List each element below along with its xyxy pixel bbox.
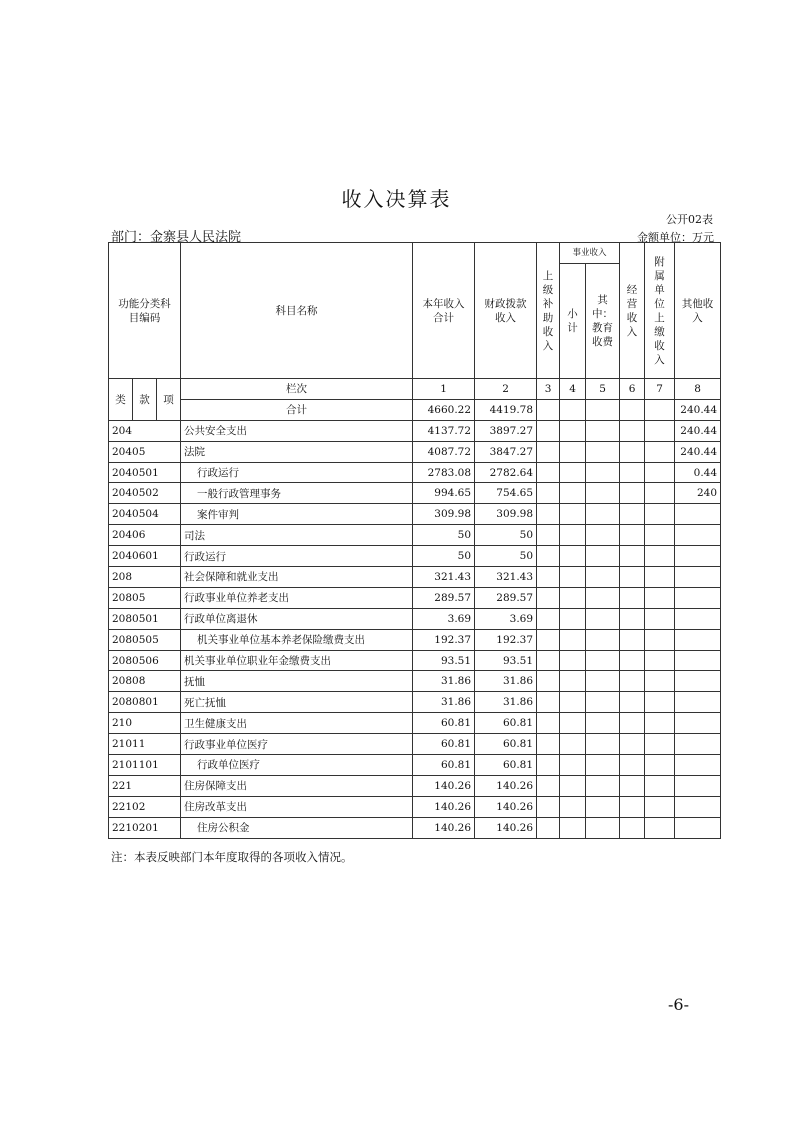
row-fiscal: 3.69 bbox=[475, 608, 537, 629]
table-row bbox=[109, 734, 721, 755]
row-total: 192.37 bbox=[413, 629, 475, 650]
income-table bbox=[108, 242, 721, 839]
row-name: 抚恤 bbox=[181, 671, 413, 692]
department-label: 部门：金寨县人民法院 bbox=[111, 230, 242, 245]
row-other: 240.44 bbox=[675, 420, 721, 441]
table-row bbox=[109, 713, 721, 734]
page-number: -6- bbox=[668, 995, 689, 1014]
row-fiscal: 140.26 bbox=[475, 817, 537, 838]
table-row bbox=[109, 462, 721, 483]
row-other bbox=[675, 504, 721, 525]
total-row bbox=[109, 399, 721, 420]
row-fiscal: 140.26 bbox=[475, 775, 537, 796]
header-superior-subsidy-text: 上级补助收入 bbox=[542, 269, 554, 352]
row-name: 行政运行 bbox=[181, 462, 413, 483]
row-total: 60.81 bbox=[413, 734, 475, 755]
header-edu-fee-2: 中： bbox=[592, 308, 614, 320]
total-label: 合计 bbox=[181, 399, 413, 420]
header-other-line2: 入 bbox=[692, 311, 703, 324]
col-num-8: 8 bbox=[675, 379, 721, 400]
table-row bbox=[109, 504, 721, 525]
row-name: 机关事业单位职业年金缴费支出 bbox=[181, 650, 413, 671]
row-other bbox=[675, 692, 721, 713]
table-row bbox=[109, 671, 721, 692]
row-other: 240 bbox=[675, 483, 721, 504]
header-fiscal bbox=[475, 243, 537, 379]
row-other bbox=[675, 546, 721, 567]
row-code: 2040502 bbox=[109, 483, 181, 504]
row-name: 案件审判 bbox=[181, 504, 413, 525]
row-fiscal: 60.81 bbox=[475, 755, 537, 776]
row-total: 2783.08 bbox=[413, 462, 475, 483]
row-total: 140.26 bbox=[413, 775, 475, 796]
header-operating bbox=[620, 243, 645, 379]
table-row bbox=[109, 692, 721, 713]
row-other bbox=[675, 671, 721, 692]
header-xiang: 项 bbox=[157, 379, 181, 421]
table-row bbox=[109, 755, 721, 776]
table-row bbox=[109, 796, 721, 817]
row-code: 2080501 bbox=[109, 608, 181, 629]
table-row bbox=[109, 441, 721, 462]
header-edu-fee bbox=[586, 264, 620, 379]
header-total-income-line2: 合计 bbox=[433, 311, 455, 324]
row-code: 2040504 bbox=[109, 504, 181, 525]
header-affiliated-text: 附属单位上缴收入 bbox=[654, 255, 665, 366]
header-edu-fee-4: 收费 bbox=[592, 336, 614, 348]
row-fiscal: 50 bbox=[475, 546, 537, 567]
row-code: 20805 bbox=[109, 587, 181, 608]
table-row bbox=[109, 817, 721, 838]
col-num-6: 6 bbox=[620, 379, 645, 400]
row-code: 2210201 bbox=[109, 817, 181, 838]
row-name: 死亡抚恤 bbox=[181, 692, 413, 713]
row-code: 221 bbox=[109, 775, 181, 796]
table-row bbox=[109, 525, 721, 546]
total-other-value: 240.44 bbox=[675, 399, 721, 420]
header-fiscal-line1: 财政拨款 bbox=[484, 297, 527, 310]
row-name: 一般行政管理事务 bbox=[181, 483, 413, 504]
header-business-income: 事业收入 bbox=[560, 243, 620, 264]
row-fiscal: 50 bbox=[475, 525, 537, 546]
row-fiscal: 31.86 bbox=[475, 692, 537, 713]
header-lei: 类 bbox=[109, 379, 133, 421]
row-code: 2101101 bbox=[109, 755, 181, 776]
row-code: 21011 bbox=[109, 734, 181, 755]
row-total: 60.81 bbox=[413, 713, 475, 734]
table-row bbox=[109, 775, 721, 796]
row-total: 31.86 bbox=[413, 671, 475, 692]
row-total: 140.26 bbox=[413, 796, 475, 817]
row-code: 20406 bbox=[109, 525, 181, 546]
row-other bbox=[675, 796, 721, 817]
row-total: 50 bbox=[413, 546, 475, 567]
row-code: 20808 bbox=[109, 671, 181, 692]
header-subtotal-text: 小计 bbox=[567, 308, 578, 334]
col-num-1: 1 bbox=[413, 379, 475, 400]
col-num-7: 7 bbox=[645, 379, 675, 400]
row-fiscal: 289.57 bbox=[475, 587, 537, 608]
col-num-4: 4 bbox=[560, 379, 586, 400]
header-fiscal-line2: 收入 bbox=[495, 311, 517, 324]
row-name: 法院 bbox=[181, 441, 413, 462]
header-lanci: 栏次 bbox=[181, 379, 413, 400]
row-fiscal: 93.51 bbox=[475, 650, 537, 671]
row-total: 4137.72 bbox=[413, 420, 475, 441]
row-name: 行政单位离退休 bbox=[181, 608, 413, 629]
table-row bbox=[109, 608, 721, 629]
row-other bbox=[675, 755, 721, 776]
row-other bbox=[675, 525, 721, 546]
row-fiscal: 192.37 bbox=[475, 629, 537, 650]
row-total: 31.86 bbox=[413, 692, 475, 713]
header-total-income-line1: 本年收入 bbox=[422, 297, 465, 310]
header-other-line1: 其他收 bbox=[681, 297, 714, 310]
row-fiscal: 321.43 bbox=[475, 567, 537, 588]
row-code: 2080801 bbox=[109, 692, 181, 713]
row-total: 3.69 bbox=[413, 608, 475, 629]
row-total: 289.57 bbox=[413, 587, 475, 608]
table-row bbox=[109, 546, 721, 567]
table-row bbox=[109, 650, 721, 671]
header-affiliated bbox=[645, 243, 675, 379]
row-name: 住房保障支出 bbox=[181, 775, 413, 796]
row-code: 2040501 bbox=[109, 462, 181, 483]
header-kuan: 款 bbox=[133, 379, 157, 421]
row-name: 行政运行 bbox=[181, 546, 413, 567]
form-number: 公开02表 bbox=[666, 213, 713, 226]
row-total: 4087.72 bbox=[413, 441, 475, 462]
row-name: 社会保障和就业支出 bbox=[181, 567, 413, 588]
row-other bbox=[675, 587, 721, 608]
row-code: 2040601 bbox=[109, 546, 181, 567]
row-fiscal: 3897.27 bbox=[475, 420, 537, 441]
col-num-3: 3 bbox=[537, 379, 560, 400]
row-fiscal: 309.98 bbox=[475, 504, 537, 525]
header-total-income bbox=[413, 243, 475, 379]
row-code: 210 bbox=[109, 713, 181, 734]
row-fiscal: 60.81 bbox=[475, 734, 537, 755]
row-other bbox=[675, 567, 721, 588]
row-total: 140.26 bbox=[413, 817, 475, 838]
row-total: 321.43 bbox=[413, 567, 475, 588]
row-name: 行政事业单位养老支出 bbox=[181, 587, 413, 608]
row-other bbox=[675, 775, 721, 796]
row-code: 208 bbox=[109, 567, 181, 588]
row-other bbox=[675, 608, 721, 629]
table-row bbox=[109, 420, 721, 441]
row-code: 20405 bbox=[109, 441, 181, 462]
row-code: 2080506 bbox=[109, 650, 181, 671]
unit-label: 金额单位：万元 bbox=[637, 231, 714, 244]
header-edu-fee-3: 教育 bbox=[592, 322, 614, 334]
table-row bbox=[109, 567, 721, 588]
row-fiscal: 60.81 bbox=[475, 713, 537, 734]
row-name: 住房改革支出 bbox=[181, 796, 413, 817]
row-fiscal: 140.26 bbox=[475, 796, 537, 817]
row-code: 2080505 bbox=[109, 629, 181, 650]
row-name: 公共安全支出 bbox=[181, 420, 413, 441]
row-total: 50 bbox=[413, 525, 475, 546]
page-title: 收入决算表 bbox=[341, 187, 452, 211]
row-total: 60.81 bbox=[413, 755, 475, 776]
row-other bbox=[675, 734, 721, 755]
row-other bbox=[675, 629, 721, 650]
table-row bbox=[109, 629, 721, 650]
row-other: 240.44 bbox=[675, 441, 721, 462]
col-num-5: 5 bbox=[586, 379, 620, 400]
row-total: 994.65 bbox=[413, 483, 475, 504]
header-subtotal bbox=[560, 264, 586, 379]
row-code: 22102 bbox=[109, 796, 181, 817]
row-name: 住房公积金 bbox=[181, 817, 413, 838]
row-name: 行政单位医疗 bbox=[181, 755, 413, 776]
row-total: 309.98 bbox=[413, 504, 475, 525]
total-income-value: 4660.22 bbox=[413, 399, 475, 420]
row-fiscal: 31.86 bbox=[475, 671, 537, 692]
header-operating-text: 经营收入 bbox=[626, 283, 638, 338]
total-fiscal-value: 4419.78 bbox=[475, 399, 537, 420]
row-other bbox=[675, 713, 721, 734]
table-row bbox=[109, 483, 721, 504]
row-fiscal: 3847.27 bbox=[475, 441, 537, 462]
header-func-code: 功能分类科目编码 bbox=[109, 243, 181, 379]
header-edu-fee-1: 其 bbox=[597, 294, 608, 306]
row-other: 0.44 bbox=[675, 462, 721, 483]
row-total: 93.51 bbox=[413, 650, 475, 671]
header-superior-subsidy bbox=[537, 243, 560, 379]
header-subject-name: 科目名称 bbox=[181, 243, 413, 379]
row-name: 行政事业单位医疗 bbox=[181, 734, 413, 755]
row-name: 司法 bbox=[181, 525, 413, 546]
col-num-2: 2 bbox=[475, 379, 537, 400]
footnote: 注：本表反映部门本年度取得的各项收入情况。 bbox=[111, 850, 353, 864]
row-fiscal: 754.65 bbox=[475, 483, 537, 504]
table-row bbox=[109, 587, 721, 608]
row-other bbox=[675, 817, 721, 838]
row-other bbox=[675, 650, 721, 671]
row-code: 204 bbox=[109, 420, 181, 441]
row-name: 机关事业单位基本养老保险缴费支出 bbox=[181, 629, 413, 650]
row-fiscal: 2782.64 bbox=[475, 462, 537, 483]
header-other bbox=[675, 243, 721, 379]
row-name: 卫生健康支出 bbox=[181, 713, 413, 734]
